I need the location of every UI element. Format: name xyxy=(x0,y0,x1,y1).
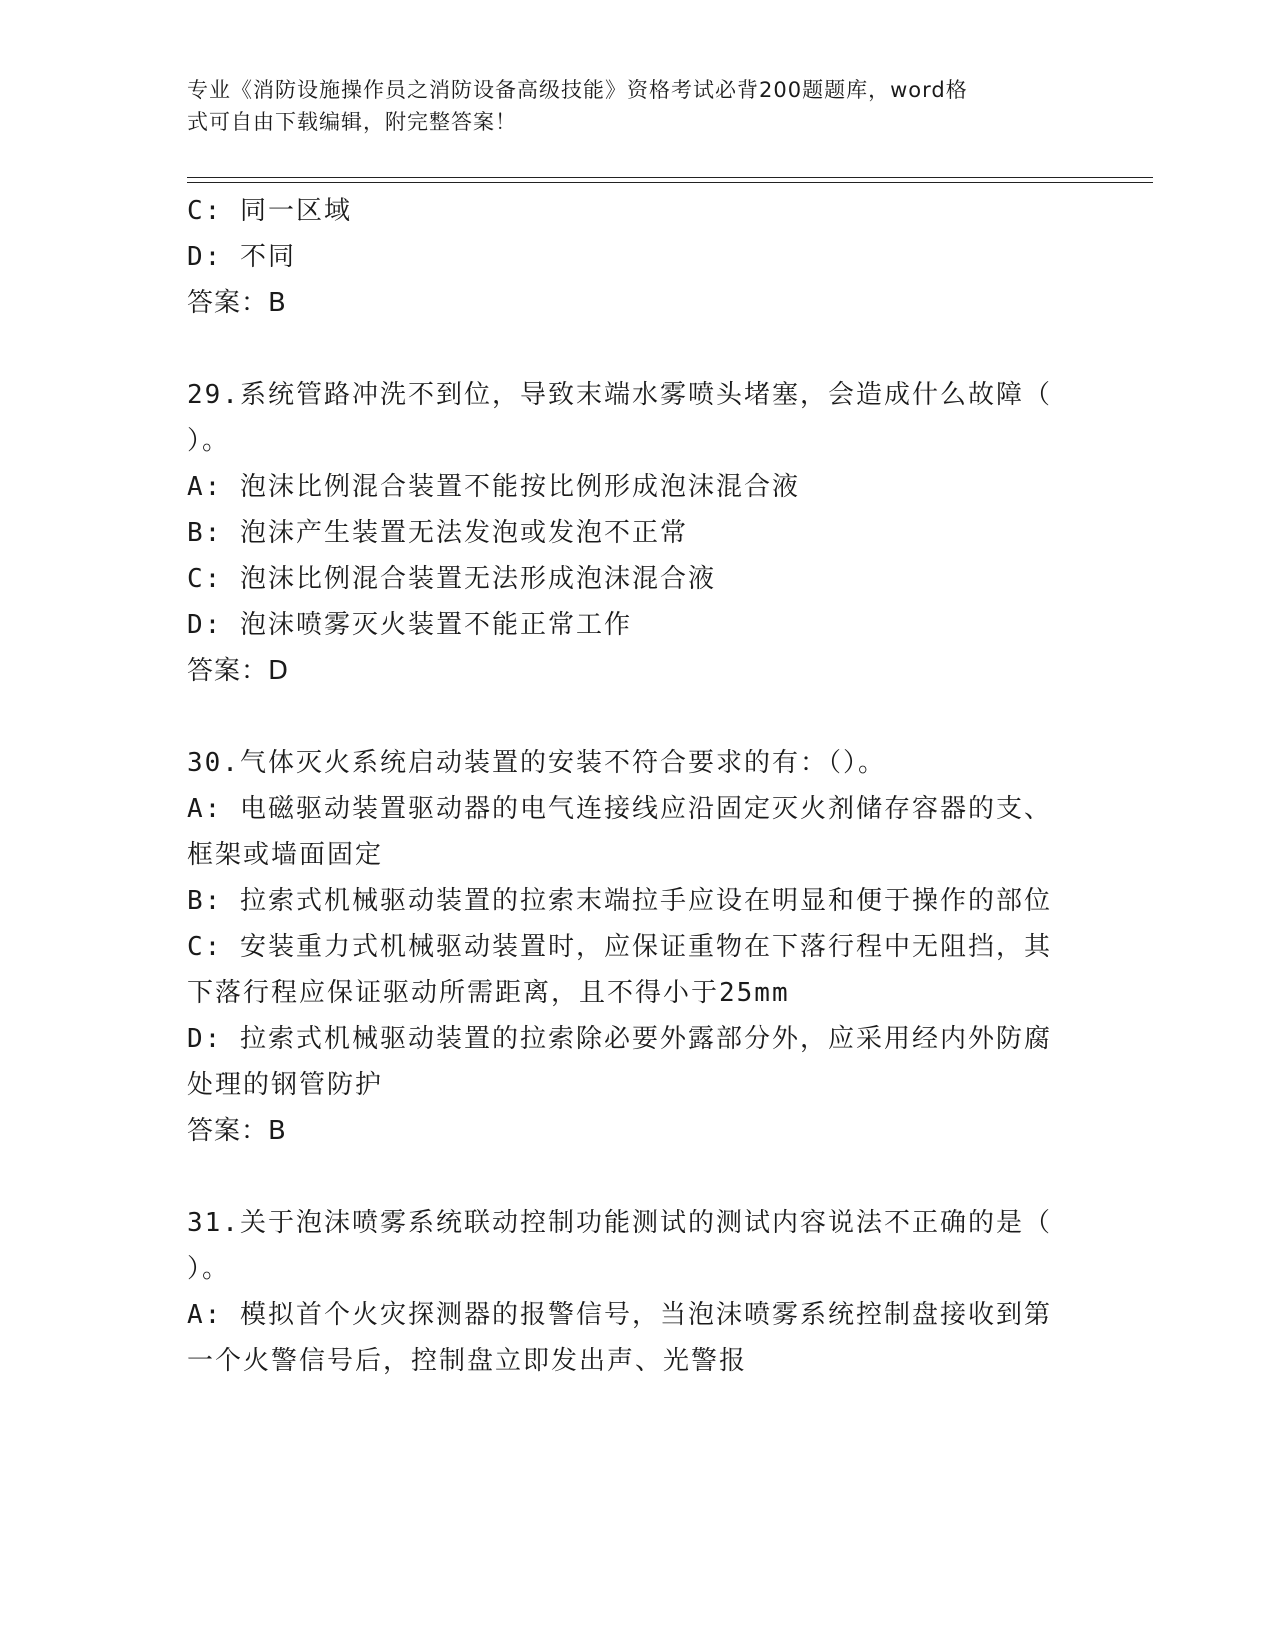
option-a: A: 电磁驱动装置驱动器的电气连接线应沿固定灭火剂储存容器的支、 xyxy=(187,794,1052,824)
answer-line: 答案：B xyxy=(187,288,287,318)
question-stem: 29.系统管路冲洗不到位，导致末端水雾喷头堵塞，会造成什么故障（ xyxy=(187,380,1052,410)
option-d: D: 不同 xyxy=(187,242,296,272)
header-line-1: 专业《消防设施操作员之消防设备高级技能》资格考试必背200题题库，word格 xyxy=(187,78,968,102)
answer-line: 答案：B xyxy=(187,1116,287,1146)
question-stem: 31.关于泡沫喷雾系统联动控制功能测试的测试内容说法不正确的是（ xyxy=(187,1208,1052,1238)
option-d: D: 泡沫喷雾灭火装置不能正常工作 xyxy=(187,610,632,640)
option-d-continued: 处理的钢管防护 xyxy=(187,1070,384,1100)
option-c-continued: 下落行程应保证驱动所需距离，且不得小于25mm xyxy=(187,978,790,1008)
question-30 xyxy=(187,740,1077,1154)
spacer xyxy=(187,1154,1077,1200)
spacer xyxy=(187,326,1077,372)
header-divider-top xyxy=(187,177,1153,178)
spacer xyxy=(187,694,1077,740)
option-b: B: 泡沫产生装置无法发泡或发泡不正常 xyxy=(187,518,688,548)
option-a-continued: 框架或墙面固定 xyxy=(187,840,384,870)
option-b: B: 拉索式机械驱动装置的拉索末端拉手应设在明显和便于操作的部位 xyxy=(187,886,1052,916)
option-a-continued: 一个火警信号后，控制盘立即发出声、光警报 xyxy=(187,1346,748,1376)
option-a: A: 模拟首个火灾探测器的报警信号，当泡沫喷雾系统控制盘接收到第 xyxy=(187,1300,1052,1330)
previous-question-tail xyxy=(187,188,1077,326)
header-divider-bottom xyxy=(187,182,1153,183)
option-a: A: 泡沫比例混合装置不能按比例形成泡沫混合液 xyxy=(187,472,800,502)
document-header xyxy=(187,74,1067,138)
question-29 xyxy=(187,372,1077,694)
question-31 xyxy=(187,1200,1077,1384)
question-stem-continued: ）。 xyxy=(187,426,231,456)
option-d: D: 拉索式机械驱动装置的拉索除必要外露部分外，应采用经内外防腐 xyxy=(187,1024,1052,1054)
question-stem: 30.气体灭火系统启动装置的安装不符合要求的有：（）。 xyxy=(187,748,886,778)
option-c: C: 同一区域 xyxy=(187,196,352,226)
option-c: C: 泡沫比例混合装置无法形成泡沫混合液 xyxy=(187,564,716,594)
question-stem-continued: ）。 xyxy=(187,1254,231,1284)
answer-line: 答案：D xyxy=(187,656,290,686)
question-content xyxy=(187,188,1077,1384)
header-line-2: 式可自由下载编辑，附完整答案！ xyxy=(187,110,517,134)
option-c: C: 安装重力式机械驱动装置时，应保证重物在下落行程中无阻挡，其 xyxy=(187,932,1052,962)
